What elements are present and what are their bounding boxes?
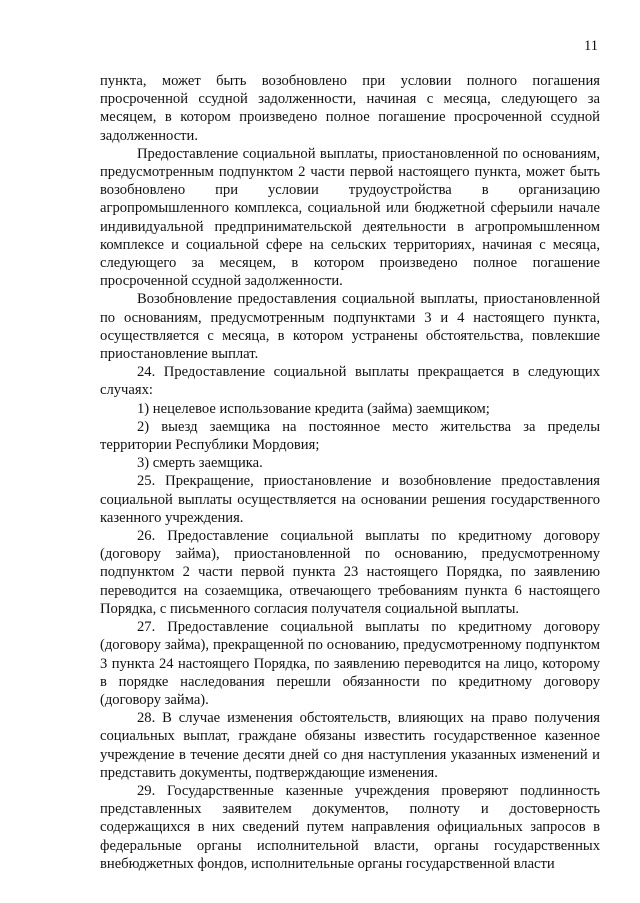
paragraph-clause-24: 24. Предоставление социальной выплаты прекращается в следующих случаях: [100,364,600,399]
paragraph-clause-29: 29. Государственные казенные учреждения проверяют подлинность представленных заявителем документов, полноту и достоверность содержащихся в них сведений путем направления официальных запросов в федеральные органы исполнительной власти, органы государственных внебюджетных фондов, исполнительные органы государственной власти [100,782,600,872]
paragraph-clause-25: 25. Прекращение, приостановление и возобновление предоставления социальной выплаты осуществляется на основании решения государственного казенного учреждения. [100,473,600,526]
list-item-clause-24-2: 2) выезд заемщика на постоянное место жительства за пределы территории Республики Мордовия; [100,418,600,454]
paragraph-continuation: пункта, может быть возобновлено при условии полного погашения просроченной ссудной задолженности, начиная с месяца, следующего за месяцем, в котором произведено полное погашение просроченной ссудной задолженности. [100,73,600,144]
paragraph-clause-26: 26. Предоставление социальной выплаты по кредитному договору (договору займа), приостановленной по основанию, предусмотренному подпунктом 2 части первой пункта 23 настоящего Порядка, по заявлению переводится на созаемщика, отвечающего требованиям пункта 6 настоящего Порядка, с письменного согласия получателя социальной выплаты. [100,528,600,617]
list-item-clause-24-3: 3) смерть заемщика. [137,455,263,472]
document-body [100,72,600,873]
paragraph-clause-28: 28. В случае изменения обстоятельств, влияющих на право получения социальных выплат, граждане обязаны известить государственное казенное учреждение в течение десяти дней со дня наступления указанных изменений и представить документы, подтверждающие изменения. [100,710,600,781]
paragraph-resumption-subpoint-2: Предоставление социальной выплаты, приостановленной по основаниям, предусмотренным подпунктом 2 части первой настоящего пункта, может быть возобновлено при условии трудоустройства в организацию агропромышленного комплекса, социальной или бюджетной сферыили начале индивидуальной предпринимательской деятельности в агропромышленном комплексе и социальной сфере на сельских территориях, начиная с месяца, следующего за месяцем, в котором произведено полное погашение просроченной ссудной задолженности. [100,145,600,290]
list-item-clause-24-1: 1) нецелевое использование кредита (займа) заемщиком; [137,400,490,417]
paragraph-resumption-subpoints-3-4: Возобновление предоставления социальной выплаты, приостановленной по основаниям, предусмотренным подпунктами 3 и 4 настоящего пункта, осуществляется с месяца, в котором устранены обстоятельства, повлекшие приостановление выплат. [100,291,600,363]
paragraph-clause-27: 27. Предоставление социальной выплаты по кредитному договору (договору займа), прекращенной по основанию, предусмотренному подпунктом 3 пункта 24 настоящего Порядка, по заявлению переводится на лицо, которому в порядке наследования перешли обязанности по кредитному договору (договору займа). [100,619,600,708]
page-number: 11 [583,38,598,54]
